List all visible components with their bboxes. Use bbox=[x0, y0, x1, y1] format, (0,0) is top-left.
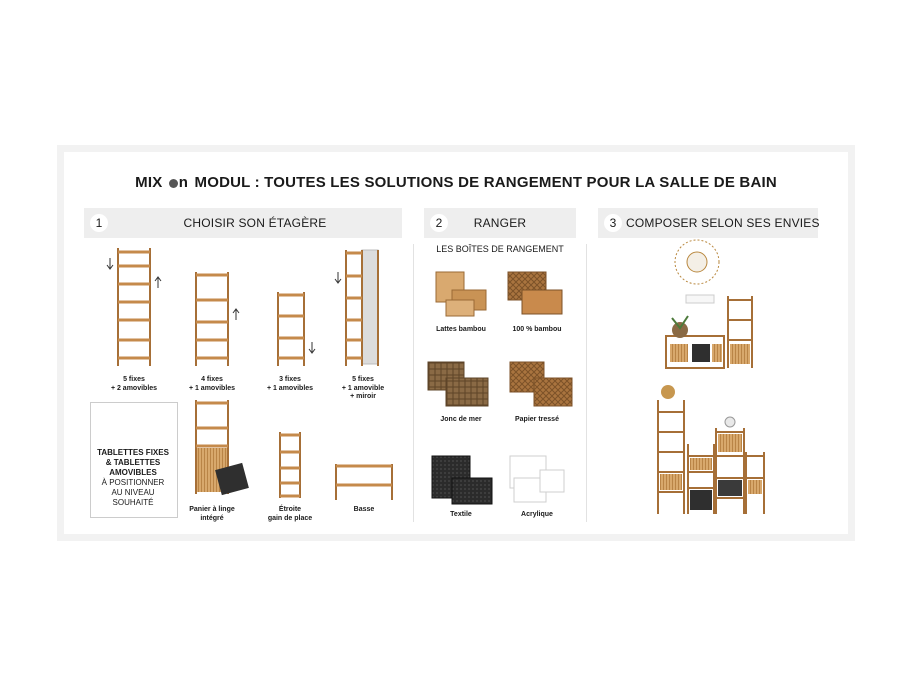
arrow-down-icon bbox=[335, 272, 341, 283]
section-label: RANGER bbox=[473, 216, 527, 230]
shelf-narrow-icon bbox=[280, 432, 300, 498]
shelf-tall-icon bbox=[118, 248, 150, 366]
section-label: COMPOSER SELON SES ENVIES bbox=[626, 216, 820, 230]
shelf-low-icon bbox=[336, 464, 392, 500]
shelf-caption: Basse bbox=[353, 506, 375, 513]
title-text: MODUL : TOUTES LES SOLUTIONS DE RANGEMENT POUR LA SALLE DE BAIN bbox=[194, 174, 777, 191]
section-label: CHOISIR SON ÉTAGÈRE bbox=[183, 216, 327, 230]
arrow-down-icon bbox=[107, 258, 113, 269]
shelf-mirror-icon bbox=[346, 250, 378, 366]
shelf-short-icon bbox=[278, 292, 304, 366]
box-jonc-de-mer-icon bbox=[428, 362, 488, 406]
box-100-bambou-icon bbox=[508, 272, 562, 314]
box-caption: 100 % bambou bbox=[512, 326, 562, 333]
box-caption: Textile bbox=[450, 511, 472, 518]
shelf-caption: 5 fixes + 1 amovible + miroir bbox=[341, 376, 385, 400]
shelf-caption: Étroite gain de place bbox=[267, 506, 313, 522]
arrow-up-icon bbox=[233, 309, 239, 320]
boxes-subtitle: LES BOÎTES DE RANGEMENT bbox=[436, 244, 564, 254]
box-caption: Jonc de mer bbox=[440, 416, 482, 423]
tablettes-text: TABLETTES FIXES & TABLETTES AMOVIBLES À POSITIONNER AU NIVEAU SOUHAITÉ bbox=[97, 448, 169, 507]
brand-mix: MIX bbox=[135, 174, 163, 191]
shelf-laundry-icon bbox=[196, 400, 249, 495]
section-number: 1 bbox=[90, 214, 108, 232]
box-acrylique-icon bbox=[510, 456, 564, 502]
shelf-caption: Panier à linge intégré bbox=[189, 506, 235, 522]
shelf-caption: 3 fixes + 1 amovibles bbox=[266, 376, 314, 392]
box-papier-tresse-icon bbox=[510, 362, 572, 406]
box-caption: Papier tressé bbox=[515, 416, 559, 423]
section-number: 2 bbox=[430, 214, 448, 232]
shelf-caption: 5 fixes + 2 amovibles bbox=[110, 376, 158, 392]
arrow-up-icon bbox=[155, 277, 161, 288]
shelf-caption: 4 fixes + 1 amovibles bbox=[188, 376, 236, 392]
shelf-medium-icon bbox=[196, 272, 228, 366]
box-textile-icon bbox=[432, 456, 492, 504]
composition-wall-icon bbox=[658, 385, 764, 514]
brand-logo-mark: n bbox=[169, 174, 188, 191]
box-caption: Lattes bambou bbox=[436, 326, 486, 333]
box-caption: Acrylique bbox=[521, 511, 553, 518]
section-number: 3 bbox=[604, 214, 622, 232]
arrow-down-icon bbox=[309, 342, 315, 353]
composition-vanity-icon bbox=[666, 240, 752, 368]
box-lattes-bambou-icon bbox=[436, 272, 486, 316]
